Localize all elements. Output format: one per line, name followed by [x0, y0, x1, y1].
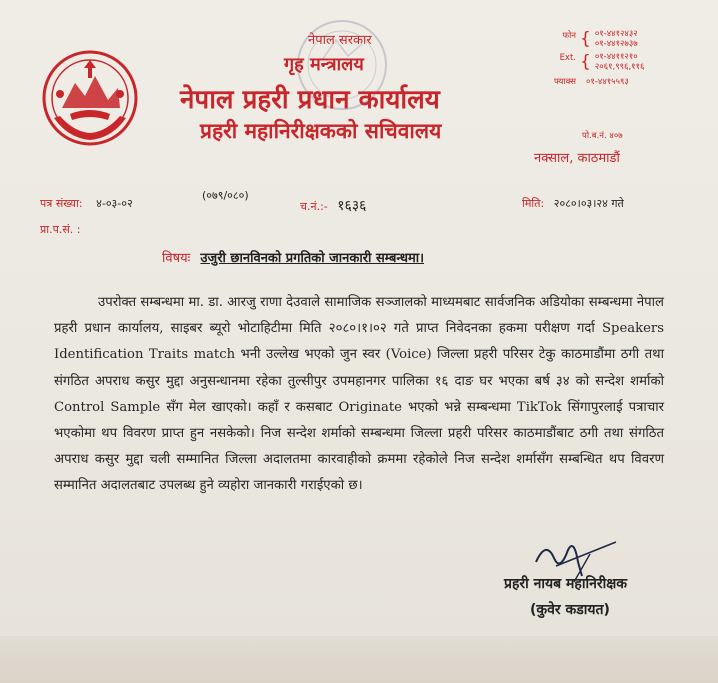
fiscal-year: (०७९/०८०) — [202, 189, 249, 202]
office-name: नेपाल प्रहरी प्रधान कार्यालय — [180, 85, 440, 115]
fax-number: ०१-४४१५५९३ — [586, 77, 629, 87]
subject-text: उजुरी छानविनको प्रगतिको जानकारी सम्बन्धमा। — [200, 251, 425, 266]
brace-icon: { — [580, 52, 591, 72]
date-label: मिति: — [522, 197, 545, 210]
phone-row — [548, 30, 644, 49]
po-box: पो.ब.नं. ४०७ — [582, 131, 623, 141]
ext-number-1: ०१-४४११२१० — [594, 52, 638, 62]
paper-fold-shadow — [0, 636, 718, 683]
reference-value: ४-०३-०२ — [96, 197, 133, 210]
letter-body: उपरोक्त सम्बन्धमा मा. डा. आरजु राणा देउवाले सामाजिक सञ्जालको माध्यमबाट सार्वजनिक अडियोका सम्बन्धमा नेपाल प्रहरी प्रधान कार्यालय, साइबर ब्यूरो भोटाहिटीमा मिति २०८०।१।०२ गते प्राप्त निवेदनका हकमा परीक्षण गर्दा Speakers Identification Traits match भनी उल्लेख भएको जुन स्वर (Voice) जिल्ला प्रहरी परिसर टेकु काठमाडौंमा ठगी तथा संगठित अपराध कसुर मुद्दा अनुसन्धानमा रहेका तुल्सीपुर उपमहानगर पालिका १६ दाङ घर भएका बर्ष ३४ को सन्देश शर्माको Control Sample सँग मेल खाएको। कहाँ र कसबाट Originate भएको भन्ने सम्बन्धमा TikTok सिंगापुरलाई पत्राचार भएकोमा थप विवरण प्राप्त हुन नसकेको। निज सन्देश शर्माको सम्बन्धमा जिल्ला प्रहरी परिसर काठमाडौंबाट ठगी तथा संगठित अपराध कसुर मुद्दा चली सम्मानित जिल्ला अदालतमा कारवाहीको क्रममा रहेकोले निज सन्देश शर्मासँग सम्बन्धित थप विवरण सम्मानित अदालतबाट उपलब्ध हुने व्यहोरा जानकारी गराईएको छ। — [54, 295, 664, 494]
office-address: नक्साल, काठमाडौं — [534, 151, 620, 166]
reference-number — [40, 196, 133, 211]
signatory-name: (कुवेर कडायत) — [530, 602, 610, 618]
letter-subject — [162, 248, 424, 266]
dispatch-label: च.नं.:- — [300, 200, 328, 213]
contact-block — [548, 30, 644, 91]
subject-label: विषयः — [162, 251, 191, 266]
ext-label: Ext. — [559, 53, 576, 63]
ext-row — [548, 53, 644, 72]
reference-label: पत्र संख्या: — [40, 197, 83, 210]
signatory-title: प्रहरी नायब महानिरीक्षक — [504, 576, 627, 592]
fax-label: फ्याक्स — [553, 77, 576, 87]
fax-row — [548, 76, 644, 87]
brace-icon: { — [580, 29, 591, 49]
phone-label: फोन — [562, 31, 576, 41]
letter-date — [522, 196, 624, 211]
office-reference: प्रा.प.सं. : — [40, 223, 81, 236]
dispatch-number — [300, 196, 366, 215]
phone-number-2: ०१-४४१२७३७ — [594, 38, 638, 49]
nepal-emblem-icon — [40, 48, 140, 148]
date-value: २०८०।०३।२४ गते — [553, 197, 624, 210]
government-label: नेपाल सरकार — [308, 33, 372, 48]
ext-number-2: २०६१,९९६,११६ — [594, 61, 645, 72]
ministry-name: गृह मन्त्रालय — [284, 54, 364, 75]
dispatch-value: १६३६ — [337, 198, 367, 214]
phone-number-1: ०१-४४१२४३२ — [594, 29, 638, 39]
department-name: प्रहरी महानिरीक्षकको सचिवालय — [200, 119, 442, 143]
